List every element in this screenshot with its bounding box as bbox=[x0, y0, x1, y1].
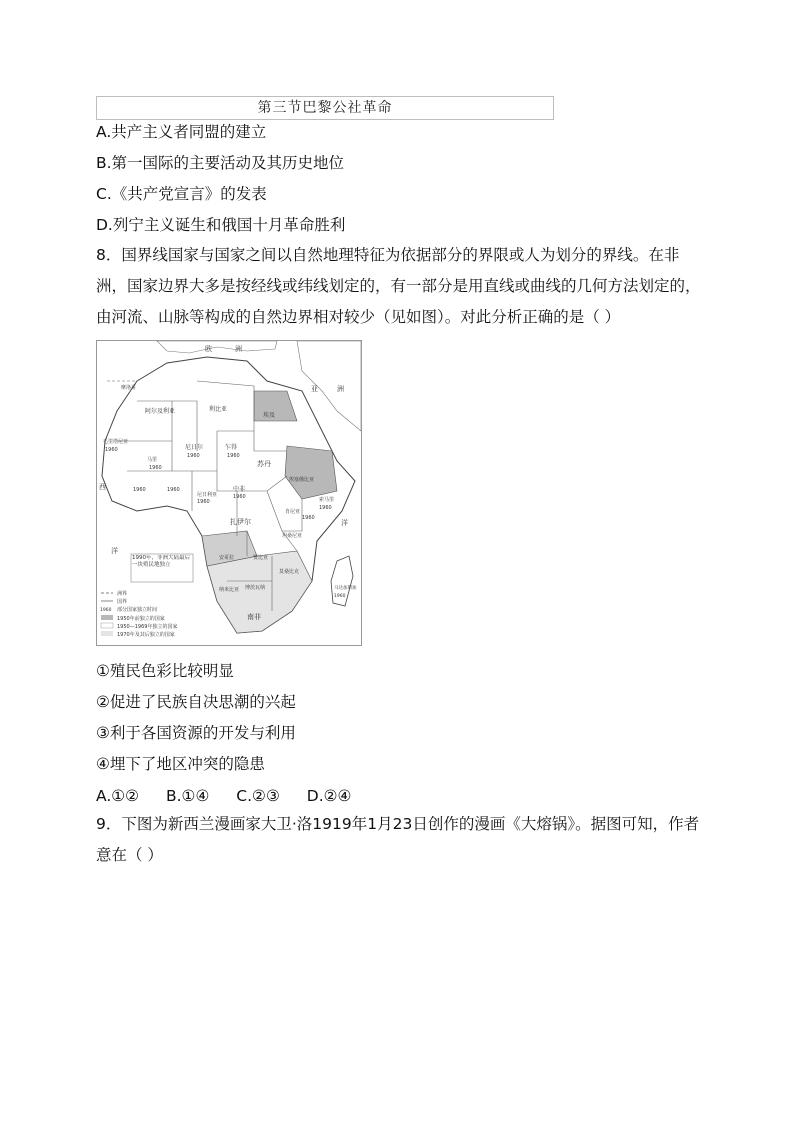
country-namibia: 纳米比亚 bbox=[219, 587, 240, 593]
country-tanzania: 坦桑尼亚 bbox=[282, 533, 303, 539]
q8-choice-b: B.①④ bbox=[166, 787, 210, 805]
country-chad: 乍得 bbox=[225, 444, 238, 451]
year-label: 1960 bbox=[133, 487, 146, 493]
q7-option-c: C.《共产党宣言》的发表 bbox=[96, 185, 267, 203]
country-somalia: 索马里 bbox=[319, 497, 335, 503]
year-label: 1960 bbox=[302, 515, 315, 521]
country-algeria: 阿尔及利亚 bbox=[145, 408, 176, 415]
country-madagascar: 马达加斯加 bbox=[334, 586, 357, 591]
q8-statement-2: ②促进了民族自决思潮的兴起 bbox=[96, 693, 296, 711]
country-zaire: 扎伊尔 bbox=[230, 518, 251, 526]
map-label-ocean-2: 洋 bbox=[111, 547, 118, 555]
year-label: 1960 bbox=[334, 594, 346, 599]
map-label-asia-2: 洲 bbox=[337, 385, 344, 393]
map-label-ocean-1: 洋 bbox=[341, 519, 348, 527]
q7-option-a: A.共产主义者同盟的建立 bbox=[96, 123, 267, 141]
country-libya: 利比亚 bbox=[209, 406, 228, 413]
section-title: 第三节巴黎公社革命 bbox=[96, 96, 554, 120]
year-label: 1960 bbox=[105, 447, 118, 453]
country-angola: 安哥拉 bbox=[219, 555, 235, 561]
year-label: 1960 bbox=[233, 494, 246, 500]
q8-choice-a: A.①② bbox=[96, 787, 140, 805]
country-morocco: 摩洛哥 bbox=[121, 385, 137, 391]
country-mali: 马里 bbox=[147, 457, 158, 463]
q8-statement-1: ①殖民色彩比较明显 bbox=[96, 662, 234, 680]
q7-option-d: D.列宁主义诞生和俄国十月革命胜利 bbox=[96, 216, 346, 234]
map-callout: 1990年，非洲大陆最后一块殖民地独立 bbox=[132, 555, 190, 568]
legend-country-border: 国界 bbox=[117, 599, 128, 605]
q8-stem: 8．国界线国家与国家之间以自然地理特征为依据部分的界限或人为划分的界线。在非洲，国家边界大多是按经线或纬线划定的，有一部分是用直线或曲线的几何方法划定的，由河流、山脉等构成的自然边界相对较少（见如图）。对此分析正确的是（ ） bbox=[96, 246, 701, 326]
q7-option-b: B.第一国际的主要活动及其历史地位 bbox=[96, 154, 345, 172]
country-mozambique: 莫桑比克 bbox=[279, 569, 300, 575]
q8-choices bbox=[96, 785, 373, 807]
year-label: 1960 bbox=[149, 465, 162, 471]
q8-choice-c: C.②③ bbox=[236, 787, 280, 805]
country-sudan: 苏丹 bbox=[257, 460, 271, 468]
country-niger: 尼日尔 bbox=[185, 444, 204, 451]
map-label-west: 西 bbox=[99, 483, 106, 491]
q8-statement-4: ④埋下了地区冲突的隐患 bbox=[96, 755, 265, 773]
year-label: 1960 bbox=[187, 453, 200, 459]
legend-pre1950: 1950年前独立的国家 bbox=[117, 616, 165, 622]
year-label: 1960 bbox=[227, 453, 240, 459]
map-label-europe-1: 欧 bbox=[205, 345, 212, 353]
map-label-europe-2: 洲 bbox=[235, 345, 242, 353]
country-south-africa: 南非 bbox=[247, 613, 261, 621]
country-nigeria: 尼日利亚 bbox=[197, 492, 218, 498]
q9-stem: 9．下图为新西兰漫画家大卫·洛1919年1月23日创作的漫画《大熔锅》。据图可知，作者意在（ ） bbox=[96, 815, 700, 864]
year-label: 1960 bbox=[167, 487, 180, 493]
legend-year-sample: 1960 bbox=[100, 608, 112, 613]
country-ethiopia: 埃塞俄比亚 bbox=[289, 477, 315, 483]
country-mauritania: 毛里塔尼亚 bbox=[103, 439, 129, 445]
map-label-asia-1: 亚 bbox=[311, 385, 318, 393]
legend-continent-border: 洲界 bbox=[117, 591, 128, 597]
map-legend bbox=[100, 590, 177, 638]
year-label: 1960 bbox=[197, 499, 210, 505]
legend-independence-time: 部分国家独立时间 bbox=[117, 607, 158, 613]
country-kenya: 肯尼亚 bbox=[285, 509, 301, 515]
country-egypt: 埃及 bbox=[263, 412, 276, 419]
q8-statement-3: ③利于各国资源的开发与利用 bbox=[96, 724, 296, 742]
legend-1950-1969: 1950—1969年独立的国家 bbox=[117, 624, 178, 630]
country-botswana: 博茨瓦纳 bbox=[245, 585, 266, 591]
country-zambia: 赞比亚 bbox=[253, 555, 269, 561]
q8-choice-d: D.②④ bbox=[306, 787, 352, 805]
legend-post1970: 1970年及其后独立的国家 bbox=[117, 632, 175, 638]
africa-borders-map bbox=[96, 340, 362, 646]
year-label: 1960 bbox=[319, 505, 332, 511]
country-car: 中非 bbox=[233, 486, 246, 493]
